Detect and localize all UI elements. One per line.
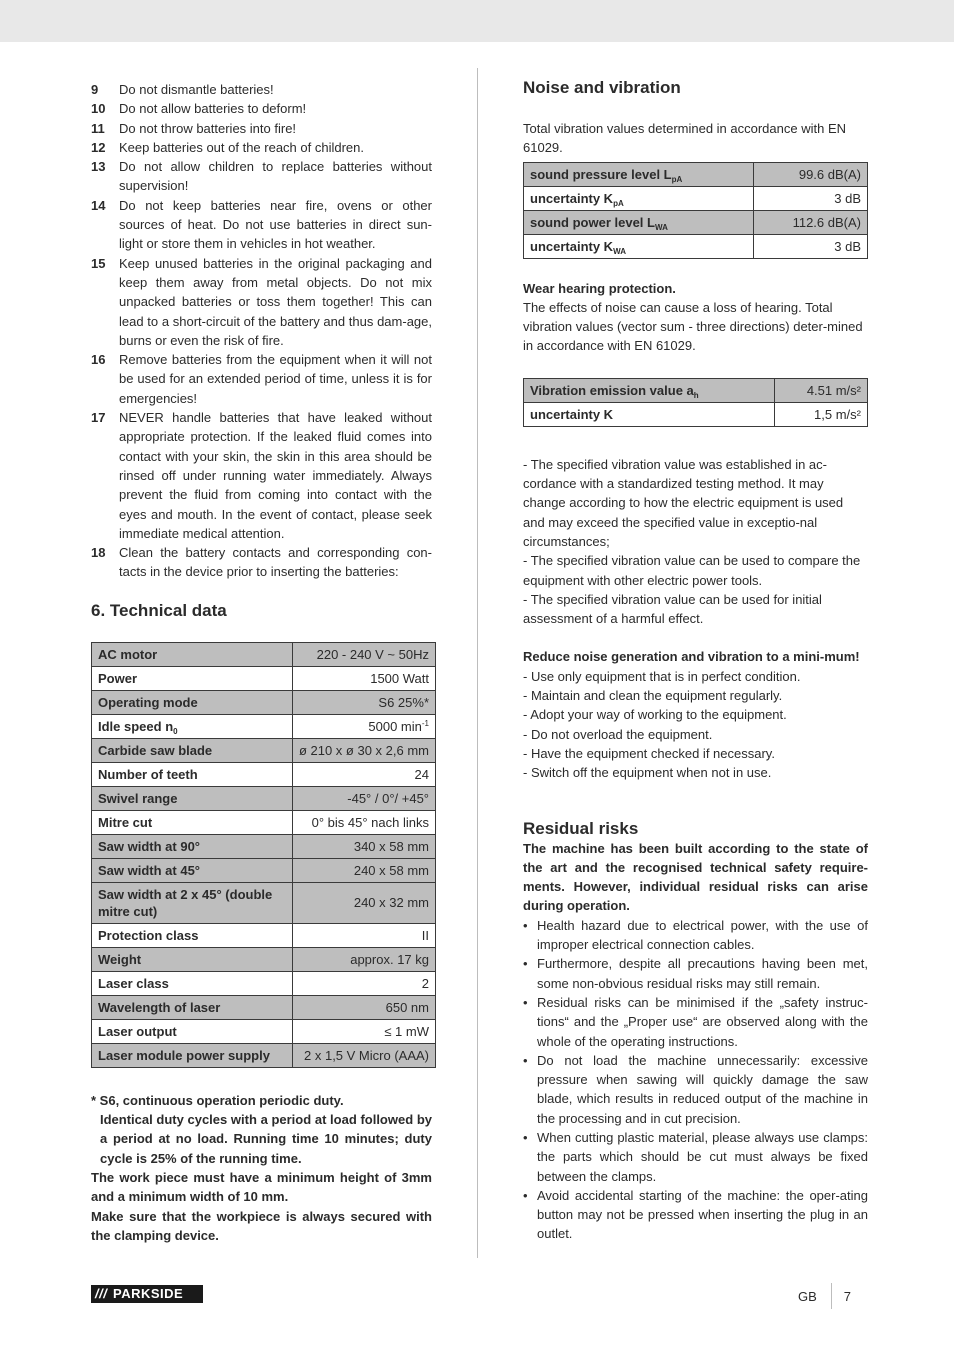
value-text: 5000 min: [368, 718, 422, 734]
list-item: [91, 350, 432, 408]
row-value: 99.6 dB(A): [754, 162, 868, 186]
row-value: II: [292, 923, 435, 947]
row-value: 240 x 32 mm: [292, 882, 435, 923]
table-row: [92, 714, 436, 738]
table-row: [92, 642, 436, 666]
row-label: Swivel range: [92, 786, 293, 810]
wear-protection-title: Wear hearing protection.: [523, 280, 676, 296]
table-row: [92, 923, 436, 947]
residual-intro: The machine has been built according to the state of the art and the recognised technical safety require-ments. However, individual residual risks can arise during operation.: [523, 840, 868, 914]
item-text: Keep batteries out of the reach of children.: [119, 139, 364, 155]
item-text: NEVER handle batteries that have leaked without appropriate protection. If the leaked fluid comes into contact with your skin, the skin in this area should be rinsed off under running water immediately. Always prevent the fluid from coming into contact with the eyes and mouth. In the event of contact, please seek immediate medical attention.: [119, 410, 432, 541]
list-item: - Do not overload the equipment.: [523, 726, 713, 742]
item-number: 17: [91, 410, 106, 426]
vibration-table: [523, 378, 868, 427]
row-value: S6 25%*: [292, 690, 435, 714]
label-text: Idle speed n: [98, 718, 174, 734]
item-number: 15: [91, 255, 106, 271]
row-label: [524, 186, 754, 210]
noise-table: [523, 162, 868, 259]
list-item: [91, 157, 432, 196]
list-item: [91, 408, 432, 543]
list-item: [91, 543, 432, 582]
item-number: 14: [91, 197, 106, 213]
battery-safety-list: [91, 80, 432, 582]
table-row: [92, 690, 436, 714]
row-value: 240 x 58 mm: [292, 858, 435, 882]
reduce-noise-list: [523, 667, 868, 783]
logo-text: PARKSIDE: [113, 1286, 184, 1301]
row-label: Laser class: [92, 971, 293, 995]
row-label: Laser output: [92, 1019, 293, 1043]
row-value: 1500 Watt: [292, 666, 435, 690]
row-label: Mitre cut: [92, 810, 293, 834]
table-row: [524, 186, 868, 210]
row-value: 650 nm: [292, 995, 435, 1019]
language-code: GB: [797, 1288, 817, 1304]
vibration-note: - The specified vibration value can be used to compare the equipment with other electric power tools.: [523, 553, 861, 588]
table-row: [524, 234, 868, 258]
label-subscript: pA: [671, 174, 683, 184]
row-value: 24: [292, 762, 435, 786]
row-label: Operating mode: [92, 690, 293, 714]
item-text: Clean the battery contacts and corresponding con-tacts in the device prior to inserting the batteries:: [119, 545, 432, 580]
list-item: - Use only equipment that is in perfect condition.: [523, 668, 801, 684]
table-row: [524, 378, 868, 402]
technical-data-table: [91, 642, 436, 1068]
row-label: [524, 378, 775, 402]
row-value: 3 dB: [754, 234, 868, 258]
row-label: Power: [92, 666, 293, 690]
list-item: [91, 80, 432, 99]
label-text: sound pressure level L: [530, 166, 672, 182]
list-item: [91, 138, 432, 157]
row-label: [92, 714, 293, 738]
table-row: [92, 1019, 436, 1043]
label-text: Vibration emission value a: [530, 382, 694, 398]
list-item: • Residual risks can be minimised if the „safety instruc-tions“ and the „Proper use“ are observed along with the whole of the operating instructions.: [523, 993, 868, 1051]
item-text: Do not dismantle batteries!: [119, 82, 274, 97]
row-value: 3 dB: [754, 186, 868, 210]
item-number: 16: [91, 352, 106, 368]
row-value: 4.51 m/s²: [775, 378, 868, 402]
row-label: Saw width at 2 x 45° (double mitre cut): [92, 882, 293, 923]
row-label: Protection class: [92, 923, 293, 947]
item-text: Keep unused batteries in the original packaging and keep them away from metal objects. Do not mix unpacked batteries or toss them together! This can lead to a short-circuit of the battery and thus dam-age, burns or even the risk of fire.: [119, 255, 432, 348]
label-subscript: WA: [654, 222, 668, 232]
row-value: 2 x 1,5 V Micro (AAA): [292, 1043, 435, 1067]
table-row: [92, 947, 436, 971]
label-text: uncertainty K: [530, 238, 614, 254]
list-item: • Avoid accidental starting of the machine: the oper-ating button may not be pressed when inserting the plug in an outlet.: [523, 1186, 868, 1244]
item-text: Do not keep batteries near fire, ovens or other sources of heat. Do not use batteries in direct sun-light or store them in vehicles in hot weather.: [119, 197, 432, 252]
list-item: - Switch off the equipment when not in use.: [523, 765, 772, 781]
row-label: Saw width at 90°: [92, 834, 293, 858]
item-text: Do not throw batteries into fire!: [119, 120, 297, 136]
label-subscript: 0: [173, 726, 178, 736]
item-number: 9: [91, 82, 99, 97]
table-row: [92, 810, 436, 834]
list-item: [91, 119, 432, 138]
table-row: [92, 738, 436, 762]
list-item: • When cutting plastic material, please always use clamps: the parts which should be cut must always be fixed between the clamps.: [523, 1128, 868, 1186]
row-value: approx. 17 kg: [292, 947, 435, 971]
table-row: [92, 834, 436, 858]
top-header-bar: [0, 0, 954, 42]
list-item: • Furthermore, despite all precautions having been met, some non-obvious residual risks may still remain.: [523, 954, 868, 993]
table-row: [524, 402, 868, 426]
row-label: [524, 162, 754, 186]
row-value: ≤ 1 mW: [292, 1019, 435, 1043]
residual-risks-heading: Residual risks: [523, 818, 639, 838]
value-superscript: -1: [421, 718, 429, 728]
item-number: 18: [91, 545, 106, 561]
list-item: - Have the equipment checked if necessary.: [523, 745, 775, 761]
row-label: uncertainty K: [524, 402, 775, 426]
table-row: [92, 786, 436, 810]
row-value: 340 x 58 mm: [292, 834, 435, 858]
label-text: sound power level L: [530, 214, 655, 230]
noise-intro: Total vibration values determined in accordance with EN 61029.: [523, 121, 847, 156]
row-label: Laser module power supply: [92, 1043, 293, 1067]
item-text: Do not allow batteries to deform!: [119, 101, 307, 117]
list-item: - Adopt your way of working to the equipment.: [523, 707, 787, 723]
workpiece-note: The work piece must have a minimum height of 3mm and a minimum width of 10 mm.: [91, 1169, 432, 1205]
list-item: - Maintain and clean the equipment regularly.: [523, 688, 783, 704]
column-divider: [477, 68, 478, 1258]
item-number: 13: [91, 159, 106, 175]
row-value: ø 210 x ø 30 x 2,6 mm: [292, 738, 435, 762]
row-value: 2: [292, 971, 435, 995]
table-row: [92, 995, 436, 1019]
row-value: 112.6 dB(A): [754, 210, 868, 234]
table-row: [92, 971, 436, 995]
vibration-notes: [523, 455, 868, 629]
table-row: [92, 882, 436, 923]
vibration-note: - The specified vibration value can be used for initial assessment of a harmful effect.: [523, 591, 822, 627]
label-subscript: pA: [613, 198, 624, 208]
row-label: [524, 210, 754, 234]
row-value: 0° bis 45° nach links: [292, 810, 435, 834]
row-value: -45° / 0°/ +45°: [292, 786, 435, 810]
noise-vibration-heading: Noise and vibration: [523, 78, 681, 97]
technical-data-heading: 6. Technical data: [91, 600, 227, 620]
table-row: [524, 162, 868, 186]
footnote-duty: * S6, continuous operation periodic duty.: [91, 1092, 344, 1108]
label-subscript: WA: [613, 246, 626, 256]
reduce-noise-title: Reduce noise generation and vibration to a mini-mum!: [523, 649, 860, 665]
page-footer: [798, 1283, 851, 1309]
item-text: Do not allow children to replace batteries without supervision!: [119, 159, 432, 194]
right-column: [523, 78, 868, 1244]
logo-mark: ///: [95, 1286, 108, 1301]
label-subscript: h: [693, 390, 699, 400]
table-row: [92, 858, 436, 882]
page-number: 7: [843, 1288, 851, 1304]
table-row: [92, 666, 436, 690]
parkside-logo: [91, 1285, 203, 1303]
list-item: • Do not load the machine unnecessarily: excessive pressure when sawing will quickly damage the saw blade, which results in reduced output of the machine in the processing and in cut precision.: [523, 1051, 868, 1128]
residual-risks-list: [523, 916, 868, 1244]
row-label: Number of teeth: [92, 762, 293, 786]
item-number: 10: [91, 101, 106, 117]
table-row: [92, 1043, 436, 1067]
item-number: 11: [91, 120, 105, 136]
row-value: 1,5 m/s²: [775, 402, 868, 426]
row-label: AC motor: [92, 642, 293, 666]
left-column: [91, 80, 432, 1245]
row-label: Carbide saw blade: [92, 738, 293, 762]
technical-footnotes: [91, 1091, 432, 1245]
vibration-note: - The specified vibration value was established in ac-cordance with a standardized testing method. It may change according to how the electric equipment is used and may exceed the specified value in exceptio-nal circumstances;: [523, 456, 844, 549]
row-label: Weight: [92, 947, 293, 971]
label-text: uncertainty K: [530, 190, 614, 206]
list-item: [91, 254, 432, 350]
list-item: [91, 99, 432, 118]
row-label: Wavelength of laser: [92, 995, 293, 1019]
wear-protection-text: The effects of noise can cause a loss of hearing. Total vibration values (vector sum - three directions) deter-mined in accordance with EN 61029.: [523, 299, 863, 354]
item-number: 12: [91, 139, 106, 155]
clamping-note: Make sure that the workpiece is always secured with the clamping device.: [91, 1208, 432, 1243]
item-text: Remove batteries from the equipment when it will not be used for an extended period of time, unless it is for emergencies!: [119, 352, 432, 406]
row-value: 220 - 240 V ~ 50Hz: [292, 642, 435, 666]
row-label: [524, 234, 754, 258]
row-label: Saw width at 45°: [92, 858, 293, 882]
table-row: [92, 762, 436, 786]
list-item: • Health hazard due to electrical power, with the use of improper electrical connection cables.: [523, 916, 868, 955]
footnote-duty-detail: Identical duty cycles with a period at load followed by a period at no load. Running time 10 minutes; duty cycle is 25% of the running time.: [100, 1112, 432, 1166]
table-row: [524, 210, 868, 234]
row-value: [292, 714, 435, 738]
list-item: [91, 196, 432, 254]
